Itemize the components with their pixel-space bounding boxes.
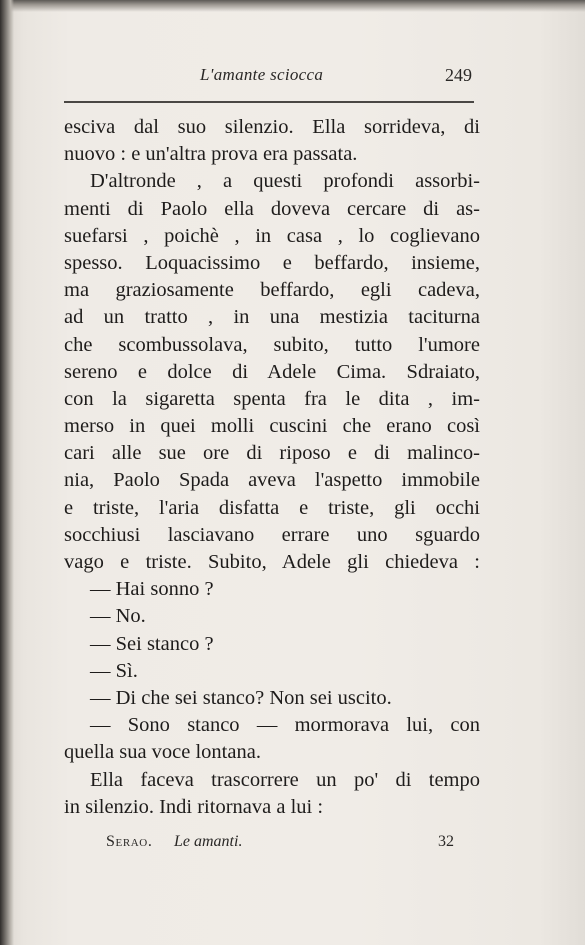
text-line: vago e triste. Subito, Adele gli chiedeva : (64, 551, 480, 573)
footer-work-title: Le amanti. (174, 833, 243, 850)
text-line: nia, Paolo Spada aveva l'aspetto immobile (64, 469, 480, 492)
text-line: che scombussolava, subito, tutto l'umore (64, 333, 480, 356)
running-title: L'amante sciocca (200, 65, 324, 84)
text-line: merso in quei molli cuscini che erano così (64, 415, 480, 438)
dialogue-line: — Di che sei stanco? Non sei uscito. (90, 686, 392, 709)
text-line: D'altronde , a questi profondi assorbi- (90, 170, 480, 193)
text-line: suefarsi , poichè , in casa , lo coglievano (64, 224, 480, 247)
text-line: ad un tratto , in una mestizia taciturna (64, 306, 480, 329)
text-line: con la sigaretta spenta fra le dita , im- (64, 387, 480, 410)
running-head (64, 62, 478, 88)
text-line: in silenzio. Indi ritornava a lui : (64, 795, 324, 818)
page-binding-edge (0, 0, 14, 945)
page-footer (106, 833, 466, 857)
text-line: menti di Paolo ella doveva cercare di as- (64, 197, 480, 220)
text-line: quella sua voce lontana. (64, 741, 261, 764)
dialogue-line: — Sì. (90, 659, 138, 682)
signature-mark: 32 (438, 833, 454, 850)
text-line: nuovo : e un'altra prova era passata. (64, 143, 358, 166)
text-line: e triste, l'aria disfatta e triste, gli occhi (64, 496, 480, 519)
dialogue-line: — No. (90, 605, 146, 628)
page-top-edge (0, 0, 585, 12)
page-number: 249 (445, 65, 472, 85)
text-line: Ella faceva trascorrere un po' di tempo (90, 768, 480, 791)
header-rule (64, 101, 474, 103)
footer-author: Serao. (106, 833, 153, 850)
dialogue-line: — Sono stanco — mormorava lui, con (90, 714, 480, 737)
dialogue-line: — Hai sonno ? (90, 578, 214, 601)
body-text (64, 114, 480, 821)
text-line: ma graziosamente beffardo, egli cadeva, (64, 279, 480, 302)
text-line: cari alle sue ore di riposo e di malinco- (64, 442, 480, 465)
dialogue-line: — Sei stanco ? (90, 632, 214, 655)
text-line: spesso. Loquacissimo e beffardo, insieme, (64, 251, 480, 274)
text-line: sereno e dolce di Adele Cima. Sdraiato, (64, 360, 480, 383)
text-line: esciva dal suo silenzio. Ella sorrideva, di (64, 116, 480, 138)
text-line: socchiusi lasciavano errare uno sguardo (64, 523, 480, 546)
